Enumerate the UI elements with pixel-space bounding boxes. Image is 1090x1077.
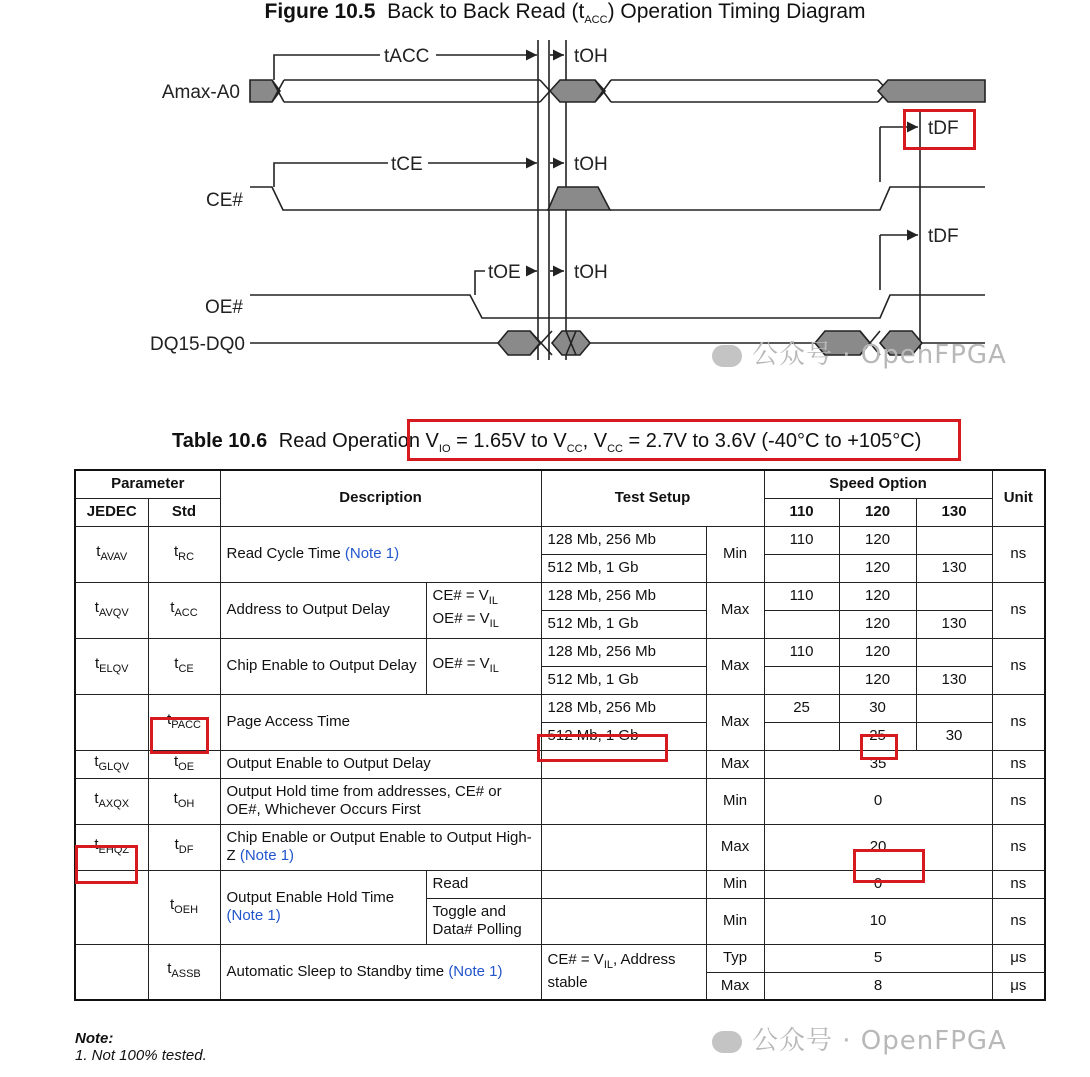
cell-setup	[541, 870, 706, 898]
cell-value: 35	[764, 750, 992, 778]
sym-sub: RC	[178, 550, 195, 563]
sym-sub: OH	[177, 797, 195, 810]
cell-130	[916, 694, 992, 722]
cell-std	[148, 526, 220, 582]
header-description: Description	[220, 470, 541, 526]
table-row	[75, 638, 1045, 666]
sym-sub: CE	[178, 662, 194, 675]
cell-setup: 128 Mb, 256 Mb	[541, 582, 706, 610]
cell-130	[916, 638, 992, 666]
cell-description	[220, 944, 541, 1000]
cell-description: Output Enable to Output Delay	[220, 750, 541, 778]
highlight-tehqz	[75, 845, 138, 884]
table-title-text: Read Operation V	[278, 430, 439, 452]
note-link[interactable]: (Note 1)	[344, 545, 400, 562]
cell-110	[764, 554, 839, 582]
sym-sub: GLQV	[98, 760, 130, 773]
cell-130	[916, 526, 992, 554]
desc-text: Chip Enable or Output Enable to Output High-Z	[226, 829, 532, 864]
highlight-tdf-20	[853, 849, 925, 883]
cell-setup: 128 Mb, 256 Mb	[541, 638, 706, 666]
table-title-sub-cc-1: CC	[566, 443, 583, 455]
cell-jedec	[75, 750, 148, 778]
cell-minmax: Typ	[706, 944, 764, 972]
cell-unit: ns	[992, 870, 1045, 898]
sym-main: t	[173, 789, 178, 807]
table-row	[75, 526, 1045, 554]
cell-condition	[426, 638, 541, 694]
cell-description: Output Hold time from addresses, CE# or OE#, Whichever Occurs First	[220, 778, 541, 824]
cell-setup	[541, 824, 706, 870]
header-test-setup: Test Setup	[541, 470, 764, 526]
header-parameter: Parameter	[75, 470, 220, 498]
watermark-text-bottom: 公众号 · OpenFPGA	[752, 1026, 1007, 1056]
cell-110: 110	[764, 582, 839, 610]
cell-setup	[541, 898, 706, 944]
sym-sub: ASSB	[171, 968, 201, 981]
note-link[interactable]: (Note 1)	[226, 907, 281, 924]
cell-110	[764, 666, 839, 694]
header-speed-120: 120	[839, 498, 916, 526]
cell-condition: Toggle and Data# Polling	[426, 898, 541, 944]
cell-value: 10	[764, 898, 992, 944]
setup-sub: IL	[603, 959, 613, 972]
cell-description	[220, 526, 541, 582]
cell-110: 110	[764, 526, 839, 554]
timing-label-toh-1: tOH	[574, 46, 608, 67]
cell-setup: 512 Mb, 1 Gb	[541, 666, 706, 694]
header-speed-130: 130	[916, 498, 992, 526]
sym-main: t	[94, 598, 99, 616]
ce-waveform	[250, 187, 985, 210]
signal-label-address: Amax-A0	[161, 82, 240, 103]
cell-unit: μs	[992, 972, 1045, 1000]
cell-value: 0	[764, 870, 992, 898]
highlight-conditions	[407, 419, 961, 461]
cell-unit: ns	[992, 582, 1045, 638]
watermark-bottom	[712, 1020, 1007, 1057]
sym-main: t	[94, 752, 99, 770]
note-link[interactable]: (Note 1)	[239, 847, 295, 864]
cell-120: 120	[839, 666, 916, 694]
cell-110	[764, 722, 839, 750]
watermark-top	[712, 334, 1007, 371]
cell-120: 120	[839, 610, 916, 638]
sym-main: t	[94, 835, 99, 853]
cond-text: OE# = V	[432, 654, 490, 672]
cell-std	[148, 824, 220, 870]
sym-sub: ACC	[174, 606, 198, 619]
note-link[interactable]: (Note 1)	[448, 962, 503, 980]
cond-text: CE# = V	[432, 587, 489, 604]
cell-description	[220, 870, 426, 944]
header-speed-110: 110	[764, 498, 839, 526]
watermark-text-top: 公众号 · OpenFPGA	[752, 340, 1007, 370]
cell-std	[148, 778, 220, 824]
cond-sub: IL	[489, 618, 499, 630]
cell-120: 120	[839, 554, 916, 582]
cell-minmax: Min	[706, 898, 764, 944]
sym-main: t	[174, 654, 179, 672]
timing-label-tdf-2: tDF	[928, 226, 959, 247]
figure-title-text: Back to Back Read (t	[387, 0, 585, 23]
cell-value: 5	[764, 944, 992, 972]
cell-setup: 512 Mb, 1 Gb	[541, 554, 706, 582]
cell-std	[148, 944, 220, 1000]
table-title-end: = 2.7V to 3.6V (-40°C to +105°C)	[622, 430, 922, 452]
desc-text: Output Enable Hold Time	[226, 889, 395, 906]
highlight-512mb-setup	[537, 734, 668, 762]
timing-label-tacc: tACC	[384, 46, 430, 67]
cell-minmax: Max	[706, 694, 764, 750]
cell-std	[148, 582, 220, 638]
cell-value: 8	[764, 972, 992, 1000]
oe-waveform	[250, 295, 985, 318]
sym-main: t	[94, 789, 99, 807]
cell-std	[148, 870, 220, 944]
cond-sub: IL	[489, 662, 499, 675]
timing-label-tce: tCE	[391, 154, 423, 175]
cell-120: 120	[839, 582, 916, 610]
cell-std	[148, 750, 220, 778]
cell-unit: ns	[992, 526, 1045, 582]
table-number: Table 10.6	[172, 430, 268, 452]
table-title-mid-1: = 1.65V to V	[450, 430, 567, 452]
cell-130	[916, 582, 992, 610]
cell-condition	[426, 582, 541, 638]
cell-description	[220, 824, 541, 870]
setup-text: CE# = V	[547, 951, 604, 969]
sym-sub: DF	[178, 843, 194, 856]
sym-sub: AVAV	[100, 550, 128, 563]
cell-description: Chip Enable to Output Delay	[220, 638, 426, 694]
cell-setup: 512 Mb, 1 Gb	[541, 610, 706, 638]
cell-jedec	[75, 526, 148, 582]
cell-120: 120	[839, 638, 916, 666]
cell-jedec	[75, 944, 148, 1000]
cell-jedec	[75, 638, 148, 694]
sym-sub: ELQV	[99, 662, 129, 675]
cell-minmax: Max	[706, 824, 764, 870]
header-jedec: JEDEC	[75, 498, 148, 526]
cell-std	[148, 638, 220, 694]
sym-main: t	[170, 895, 175, 913]
cell-jedec	[75, 778, 148, 824]
figure-title-end: ) Operation Timing Diagram	[607, 0, 866, 23]
cell-condition: Read	[426, 870, 541, 898]
highlight-tpacc	[150, 717, 209, 754]
highlight-tpacc-25	[860, 734, 898, 760]
header-unit: Unit	[992, 470, 1045, 526]
signal-label-oe: OE#	[204, 297, 243, 318]
sym-main: t	[94, 654, 100, 672]
sym-main: t	[173, 542, 179, 560]
desc-text: Read Cycle Time	[226, 545, 345, 562]
cell-description: Address to Output Delay	[220, 582, 426, 638]
cell-setup	[541, 778, 706, 824]
table-title-sub-io: IO	[438, 443, 451, 455]
cell-setup: 512 Mb, 1 Gb	[541, 722, 706, 750]
cell-unit: ns	[992, 694, 1045, 750]
timing-label-tdf-1: tDF	[928, 118, 959, 139]
cell-jedec	[75, 694, 148, 750]
cond-text: OE# = V	[432, 610, 490, 627]
cell-120: 30	[839, 694, 916, 722]
cell-minmax: Max	[706, 972, 764, 1000]
cell-130: 30	[916, 722, 992, 750]
table-note	[75, 1030, 207, 1064]
cond-sub: IL	[488, 595, 498, 607]
sym-main: t	[173, 752, 179, 770]
cell-unit: μs	[992, 944, 1045, 972]
cell-unit: ns	[992, 824, 1045, 870]
figure-title-sub: ACC	[584, 14, 608, 27]
cell-130: 130	[916, 666, 992, 694]
cell-unit: ns	[992, 778, 1045, 824]
cell-setup: 128 Mb, 256 Mb	[541, 694, 706, 722]
cell-unit: ns	[992, 750, 1045, 778]
cell-minmax: Max	[706, 582, 764, 638]
figure-number: Figure 10.5	[264, 0, 376, 23]
timing-label-toh-3: tOH	[574, 262, 608, 283]
table-title-sub-cc-2: CC	[607, 443, 623, 455]
address-waveform	[250, 80, 985, 102]
cell-130: 130	[916, 554, 992, 582]
table-row	[75, 944, 1045, 972]
cell-setup: 128 Mb, 256 Mb	[541, 526, 706, 554]
cell-minmax: Max	[706, 638, 764, 694]
sym-sub: AXQX	[98, 797, 130, 810]
sym-sub: EHQZ	[98, 843, 130, 856]
cell-unit: ns	[992, 898, 1045, 944]
wechat-icon	[712, 1031, 742, 1053]
setup-text-end: , Address stable	[547, 951, 676, 992]
note-item: 1. Not 100% tested.	[75, 1047, 207, 1064]
table-row	[75, 694, 1045, 722]
sym-sub: AVQV	[98, 606, 129, 619]
cell-value: 0	[764, 778, 992, 824]
cell-minmax: Max	[706, 750, 764, 778]
cell-110: 25	[764, 694, 839, 722]
cell-120: 120	[839, 526, 916, 554]
desc-text: Automatic Sleep to Standby time	[226, 962, 449, 980]
sym-main: t	[96, 542, 101, 560]
cell-minmax: Min	[706, 526, 764, 582]
sym-main: t	[170, 598, 175, 616]
timing-label-toh-2: tOH	[574, 154, 608, 175]
wechat-icon	[712, 345, 742, 367]
cell-minmax: Min	[706, 870, 764, 898]
note-heading: Note:	[75, 1030, 114, 1047]
sym-main: t	[174, 835, 179, 853]
cell-130: 130	[916, 610, 992, 638]
cell-minmax: Min	[706, 778, 764, 824]
signal-label-ce: CE#	[206, 190, 243, 211]
sym-main: t	[167, 960, 172, 978]
cell-jedec	[75, 582, 148, 638]
timing-label-toe: tOE	[488, 262, 521, 283]
table-row	[75, 582, 1045, 610]
cell-110	[764, 610, 839, 638]
sym-sub: PACC	[171, 718, 201, 731]
cell-value: 20	[764, 824, 992, 870]
signal-label-dq: DQ15-DQ0	[149, 334, 245, 355]
cell-120: 25	[839, 722, 916, 750]
cell-110: 110	[764, 638, 839, 666]
header-std: Std	[148, 498, 220, 526]
header-speed-option: Speed Option	[764, 470, 992, 498]
highlight-tdf	[903, 109, 976, 150]
sym-sub: OEH	[174, 903, 199, 916]
table-row	[75, 778, 1045, 824]
sym-sub: OE	[178, 760, 195, 773]
cell-description: Page Access Time	[220, 694, 541, 750]
cell-setup	[541, 944, 706, 1000]
cell-unit: ns	[992, 638, 1045, 694]
sym-main: t	[167, 710, 172, 728]
table-title-mid-2: , V	[582, 430, 608, 452]
